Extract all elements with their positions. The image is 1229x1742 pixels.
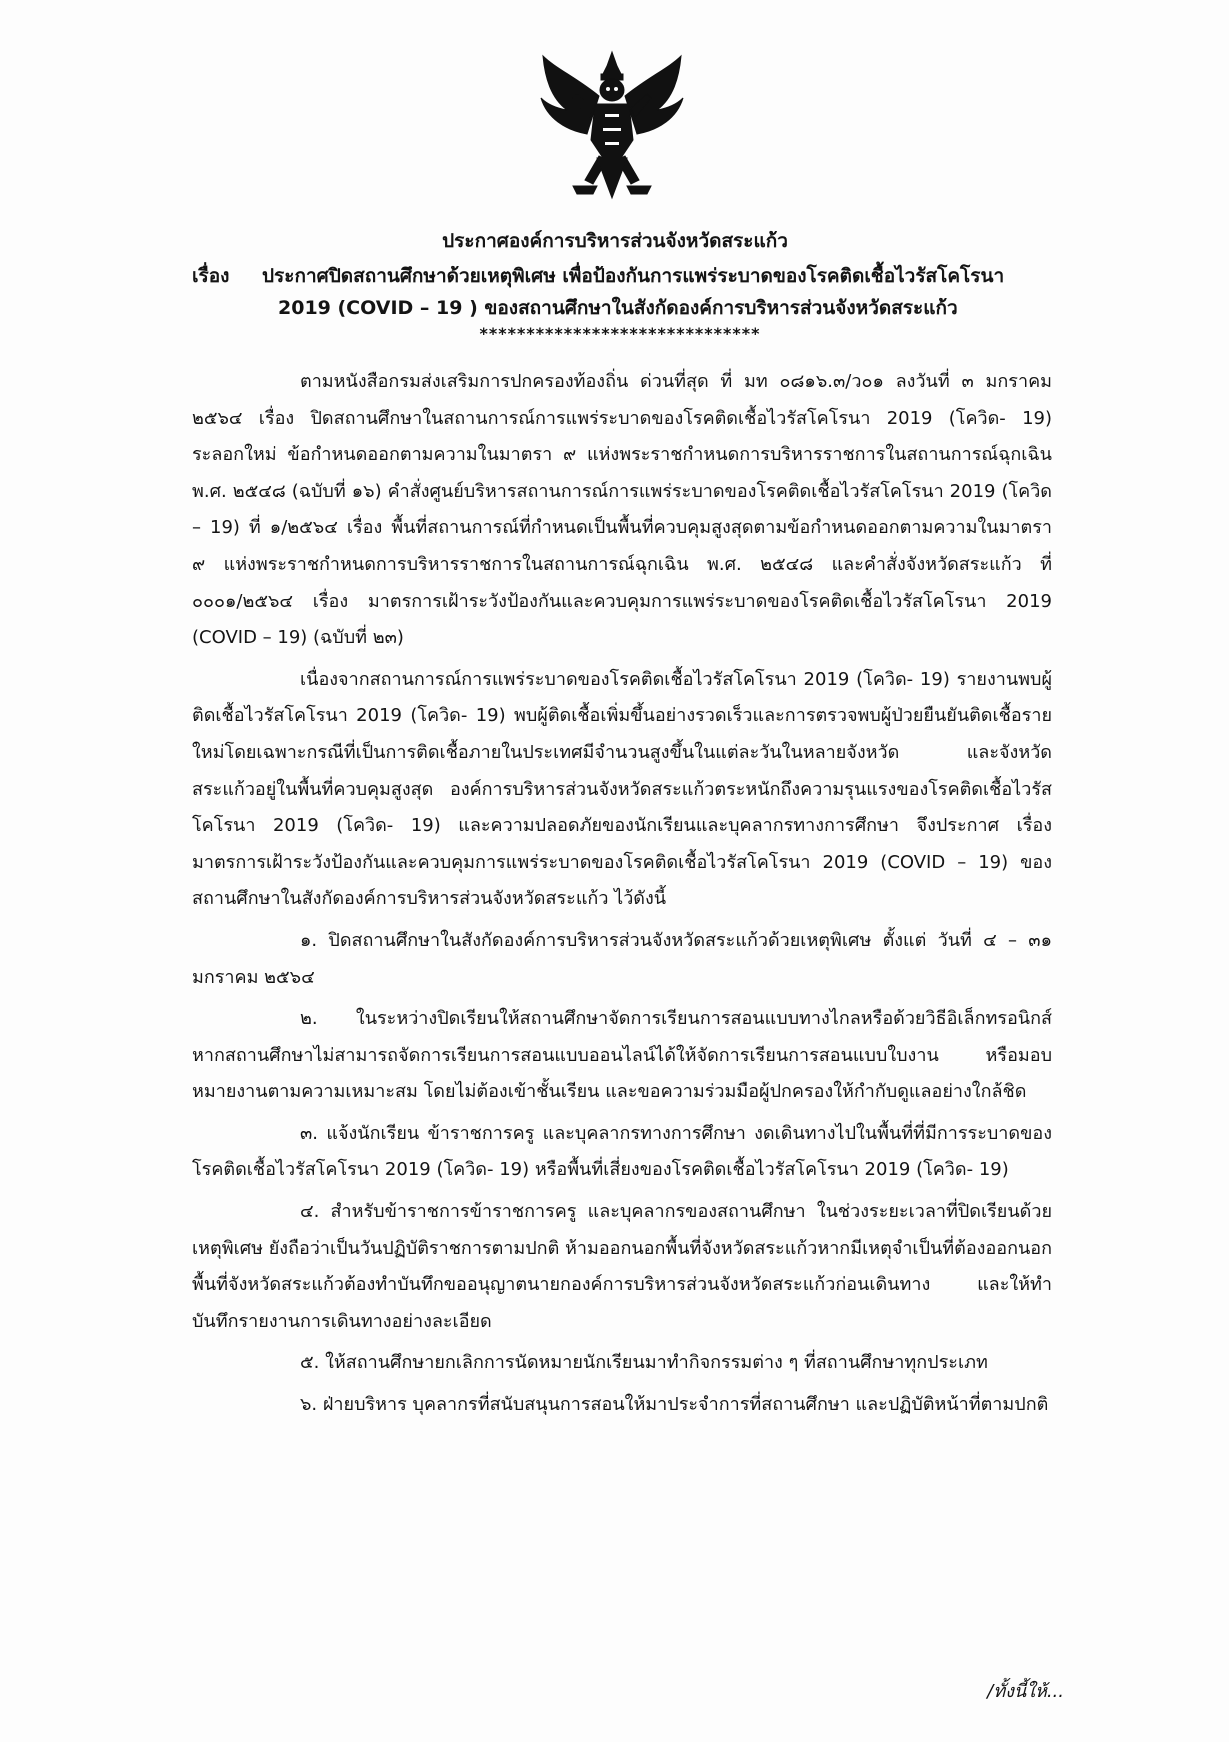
garuda-emblem-icon (537, 48, 687, 206)
measure-3: ๓. แจ้งนักเรียน ข้าราชการครู และบุคลากรทางการศึกษา งดเดินทางไปในพื้นที่ที่มีการระบาดของโรคติดเชื้อไวรัสโคโรนา 2019 (โควิด- 19) หรือพื้นที่เสี่ยงของโรคติดเชื้อไวรัสโคโรนา 2019 (โควิด- 19) (192, 1122, 1052, 1181)
paragraph-reference: ตามหนังสือกรมส่งเสริมการปกครองท้องถิ่น ด่วนที่สุด ที่ มท ๐๘๑๖.๓/ว๐๑ ลงวันที่ ๓ มกราคม ๒๕๖๔ เรื่อง ปิดสถานศึกษาในสถานการณ์การแพร่ระบาดของโรคติดเชื้อไวรัสโคโรนา 2019 (โควิด- 19) ระลอกใหม่ ข้อกำหนดออกตามความในมาตรา ๙ แห่งพระราชกำหนดการบริหารราชการในสถานการณ์ฉุกเฉิน พ.ศ. ๒๕๔๘ (ฉบับที่ ๑๖) คำสั่งศูนย์บริหารสถานการณ์การแพร่ระบาดของโรคติดเชื้อไวรัสโคโรนา 2019 (โควิด – 19) ที่ ๑/๒๕๖๔ เรื่อง พื้นที่สถานการณ์ที่กำหนดเป็นพื้นที่ควบคุมสูงสุดตามข้อกำหนดออกตามความในมาตรา ๙ แห่งพระราชกำหนดการบริหารราชการในสถานการณ์ฉุกเฉิน พ.ศ. ๒๕๔๘ และคำสั่งจังหวัดสระแก้ว ที่ ๐๐๐๑/๒๕๖๔ เรื่อง มาตรการเฝ้าระวังป้องกันและควบคุมการแพร่ระบาดของโรคติดเชื้อไวรัสโคโรนา 2019 (COVID – 19) (ฉบับที่ ๒๓) (192, 371, 1052, 649)
subject-label: เรื่อง (192, 265, 230, 287)
measure-5: ๕. ให้สถานศึกษายกเลิกการนัดหมายนักเรียนมาทำกิจกรรมต่าง ๆ ที่สถานศึกษาทุกประเภท (300, 1352, 988, 1374)
announcement-org-title: ประกาศองค์การบริหารส่วนจังหวัดสระแก้ว (442, 230, 788, 252)
garuda-emblem-graphic (537, 48, 687, 206)
announcement-body (192, 364, 1052, 1429)
measure-2: ๒. ในระหว่างปิดเรียนให้สถานศึกษาจัดการเรียนการสอนแบบทางไกลหรือด้วยวิธีอิเล็กทรอนิกส์ หากสถานศึกษาไม่สามารถจัดการเรียนการสอนแบบออนไลน์ได้ให้จัดการเรียนการสอนแบบใบงาน หรือมอบหมายงานตามความเหมาะสม โดยไม่ต้องเข้าชั้นเรียน และขอความร่วมมือผู้ปกครองให้กำกับดูแลอย่างใกล้ชิด (192, 1008, 1052, 1103)
page-continuation: /ทั้งนี้ให้... (987, 1681, 1064, 1702)
measure-1: ๑. ปิดสถานศึกษาในสังกัดองค์การบริหารส่วนจังหวัดสระแก้วด้วยเหตุพิเศษ ตั้งแต่ วันที่ ๔ – ๓๑ มกราคม ๒๕๖๔ (192, 929, 1052, 988)
subject-line-1: ประกาศปิดสถานศึกษาด้วยเหตุพิเศษ เพื่อป้องกันการแพร่ระบาดของโรคติดเชื้อไวรัสโคโรนา (262, 265, 1005, 287)
measure-4: ๔. สำหรับข้าราชการข้าราชการครู และบุคลากรของสถานศึกษา ในช่วงระยะเวลาที่ปิดเรียนด้วยเหตุพิเศษ ยังถือว่าเป็นวันปฏิบัติราชการตามปกติ ห้ามออกนอกพื้นที่จังหวัดสระแก้วหากมีเหตุจำเป็นที่ต้องออกนอกพื้นที่จังหวัดสระแก้วต้องทำบันทึกขออนุญาตนายกองค์การบริหารส่วนจังหวัดสระแก้วก่อนเดินทาง และให้ทำบันทึกรายงานการเดินทางอย่างละเอียด (192, 1201, 1052, 1332)
paragraph-situation: เนื่องจากสถานการณ์การแพร่ระบาดของโรคติดเชื้อไวรัสโคโรนา 2019 (โควิด- 19) รายงานพบผู้ติดเชื้อไวรัสโคโรนา 2019 (โควิด- 19) พบผู้ติดเชื้อเพิ่มขึ้นอย่างรวดเร็วและการตรวจพบผู้ป่วยยืนยันติดเชื้อรายใหม่โดยเฉพาะกรณีที่เป็นการติดเชื้อภายในประเทศมีจำนวนสูงขึ้นในแต่ละวันในหลายจังหวัด และจังหวัดสระแก้วอยู่ในพื้นที่ควบคุมสูงสุด องค์การบริหารส่วนจังหวัดสระแก้วตระหนักถึงความรุนแรงของโรคติดเชื้อไวรัสโคโรนา 2019 (โควิด- 19) และความปลอดภัยของนักเรียนและบุคลากรทางการศึกษา จึงประกาศ เรื่อง มาตรการเฝ้าระวังป้องกันและควบคุมการแพร่ระบาดของโรคติดเชื้อไวรัสโคโรนา 2019 (COVID – 19) ของสถานศึกษาในสังกัดองค์การบริหารส่วนจังหวัดสระแก้ว ไว้ดังนี้ (192, 668, 1052, 910)
subject-line-2: 2019 (COVID – 19 ) ของสถานศึกษาในสังกัดองค์การบริหารส่วนจังหวัดสระแก้ว (278, 297, 958, 319)
separator-stars: ****************************** (479, 324, 761, 343)
measure-6: ๖. ฝ่ายบริหาร บุคลากรที่สนับสนุนการสอนให้มาประจำการที่สถานศึกษา และปฏิบัติหน้าที่ตามปกติ (300, 1394, 1049, 1416)
